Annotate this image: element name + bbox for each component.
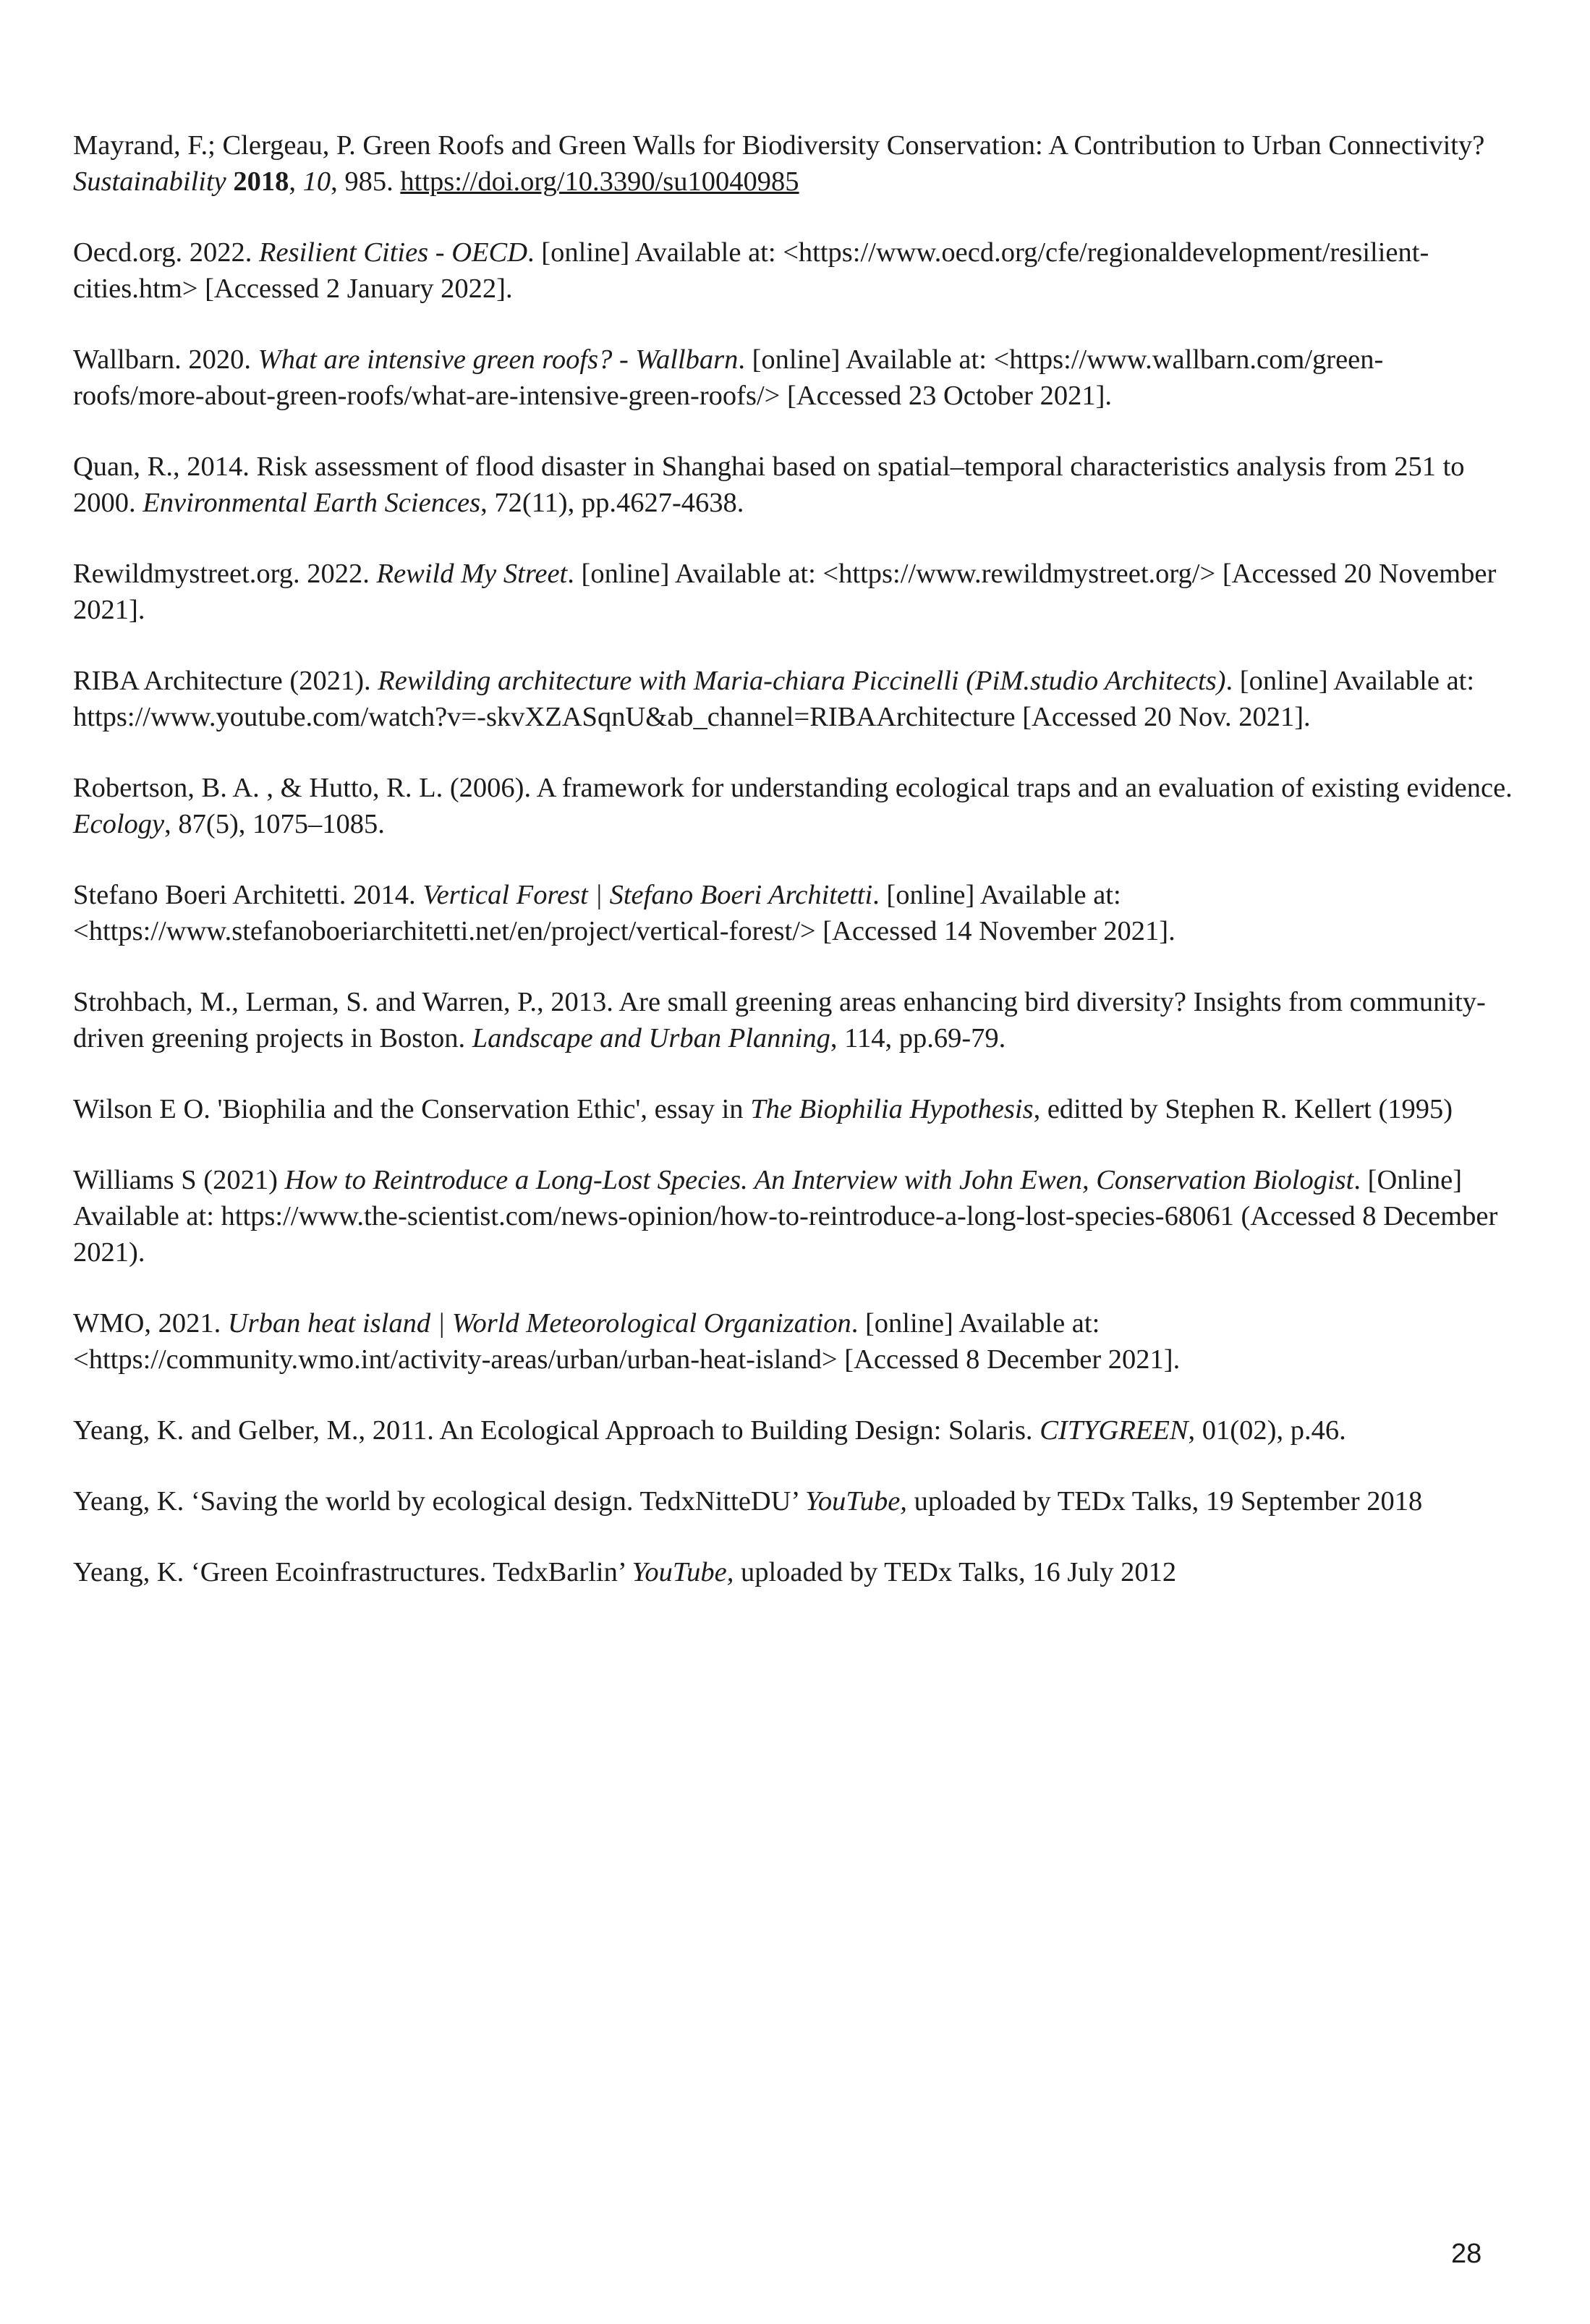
reference-list xyxy=(73,127,1513,1625)
reference-text: Quan, R., 2014. Risk assessment of flood disaster in Shanghai based on spatial–temporal characteristics analysis from 251 to 2000. xyxy=(73,451,1465,518)
reference-entry xyxy=(73,877,1513,949)
reference-entry xyxy=(73,770,1513,842)
reference-text: , 87(5), 1075–1085. xyxy=(164,809,385,839)
reference-text: Wilson E O. 'Biophilia and the Conservation Ethic', essay in xyxy=(73,1094,751,1124)
reference-text: Oecd.org. 2022. xyxy=(73,237,259,268)
reference-entry xyxy=(73,1091,1513,1127)
reference-text: , editted by Stephen R. Kellert (1995) xyxy=(1033,1094,1453,1124)
reference-text: . [online] Available at: <https://www.wallbarn.com/green-roofs/more-about-green-roofs/what-are-intensive-green-roofs/> [Accessed 23 October 2021]. xyxy=(73,344,1384,411)
reference-entry xyxy=(73,1483,1513,1519)
reference-text: YouTube, xyxy=(632,1557,734,1587)
reference-text: , 01(02), p.46. xyxy=(1188,1415,1346,1446)
reference-text: Yeang, K. and Gelber, M., 2011. An Ecological Approach to Building Design: Solaris. xyxy=(73,1415,1040,1446)
reference-text: 2018 xyxy=(233,166,289,197)
reference-text: , 72(11), pp.4627-4638. xyxy=(480,488,744,518)
reference-text: CITYGREEN xyxy=(1040,1415,1189,1446)
reference-text: Urban heat island | World Meteorological Organization xyxy=(227,1308,851,1339)
reference-text: YouTube, xyxy=(805,1486,907,1517)
reference-entry xyxy=(73,1412,1513,1449)
reference-entry xyxy=(73,342,1513,414)
reference-text: , 114, pp.69-79. xyxy=(830,1023,1006,1053)
page-number: 28 xyxy=(1451,2239,1482,2269)
reference-text xyxy=(226,166,234,197)
reference-text: Rewilding architecture with Maria-chiara Piccinelli (PiM.studio Architects) xyxy=(378,666,1226,696)
reference-link[interactable]: https://doi.org/10.3390/su10040985 xyxy=(400,166,799,197)
reference-entry xyxy=(73,984,1513,1056)
reference-text: Yeang, K. ‘Saving the world by ecological design. TedxNitteDU’ xyxy=(73,1486,806,1517)
reference-text: Resilient Cities - OECD xyxy=(258,237,528,268)
reference-entry xyxy=(73,1162,1513,1271)
reference-text: Robertson, B. A. , & Hutto, R. L. (2006). A framework for understanding ecological traps and an evaluation of existing evidence. xyxy=(73,773,1513,803)
reference-text: . [online] Available at: https://www.youtube.com/watch?v=-skvXZASqnU&ab_channel=RIBAArchitecture [Accessed 20 Nov. 2021]. xyxy=(73,666,1475,732)
reference-text: How to Reintroduce a Long-Lost Species. An Interview with John Ewen, Conservation Biologist xyxy=(284,1165,1354,1195)
reference-text: , 985. xyxy=(331,166,401,197)
reference-text: uploaded by TEDx Talks, 16 July 2012 xyxy=(734,1557,1177,1587)
reference-text: 10 xyxy=(302,166,331,197)
reference-text: Vertical Forest | Stefano Boeri Architetti xyxy=(422,880,873,910)
reference-text: Ecology xyxy=(73,809,165,839)
reference-text: . [online] Available at: <https://community.wmo.int/activity-areas/urban/urban-heat-island> [Accessed 8 December 2021]. xyxy=(73,1308,1181,1375)
reference-text: Mayrand, F.; Clergeau, P. Green Roofs and Green Walls for Biodiversity Conservation: A Contribution to Urban Connectivity? xyxy=(73,130,1485,161)
reference-text: Wallbarn. 2020. xyxy=(73,344,258,375)
reference-text: uploaded by TEDx Talks, 19 September 2018 xyxy=(906,1486,1423,1517)
reference-text: Rewild My Street xyxy=(376,559,568,589)
reference-entry xyxy=(73,1554,1513,1590)
reference-entry xyxy=(73,556,1513,628)
reference-text: What are intensive green roofs? - Wallbarn xyxy=(258,344,739,375)
reference-text: Strohbach, M., Lerman, S. and Warren, P., 2013. Are small greening areas enhancing bird diversity? Insights from community-driven greening projects in Boston. xyxy=(73,987,1486,1053)
reference-entry xyxy=(73,449,1513,521)
reference-text: Landscape and Urban Planning xyxy=(472,1023,830,1053)
reference-text: Environmental Earth Sciences xyxy=(143,488,481,518)
reference-entry xyxy=(73,234,1513,307)
reference-text: . [online] Available at: <https://www.oecd.org/cfe/regionaldevelopment/resilient-cities.htm> [Accessed 2 January 2022]. xyxy=(73,237,1429,304)
reference-text: The Biophilia Hypothesis xyxy=(750,1094,1034,1124)
reference-text: , xyxy=(289,166,303,197)
reference-text: RIBA Architecture (2021). xyxy=(73,666,378,696)
reference-text: . [online] Available at: <https://www.rewildmystreet.org/> [Accessed 20 November 2021]. xyxy=(73,559,1497,625)
reference-text: Williams S (2021) xyxy=(73,1165,285,1195)
reference-text: . [online] Available at: <https://www.stefanoboeriarchitetti.net/en/project/vertical-forest/> [Accessed 14 November 2021]. xyxy=(73,880,1176,946)
reference-text: Sustainability xyxy=(73,166,226,197)
reference-text: WMO, 2021. xyxy=(73,1308,228,1339)
reference-text: . [Online] Available at: https://www.the-scientist.com/news-opinion/how-to-reintroduce-a-long-lost-species-68061 (Accessed 8 December 2021). xyxy=(73,1165,1498,1268)
reference-text: Stefano Boeri Architetti. 2014. xyxy=(73,880,423,910)
reference-entry xyxy=(73,1305,1513,1378)
reference-entry xyxy=(73,127,1513,200)
reference-text: Rewildmystreet.org. 2022. xyxy=(73,559,377,589)
reference-text: Yeang, K. ‘Green Ecoinfrastructures. TedxBarlin’ xyxy=(73,1557,632,1587)
reference-entry xyxy=(73,663,1513,735)
